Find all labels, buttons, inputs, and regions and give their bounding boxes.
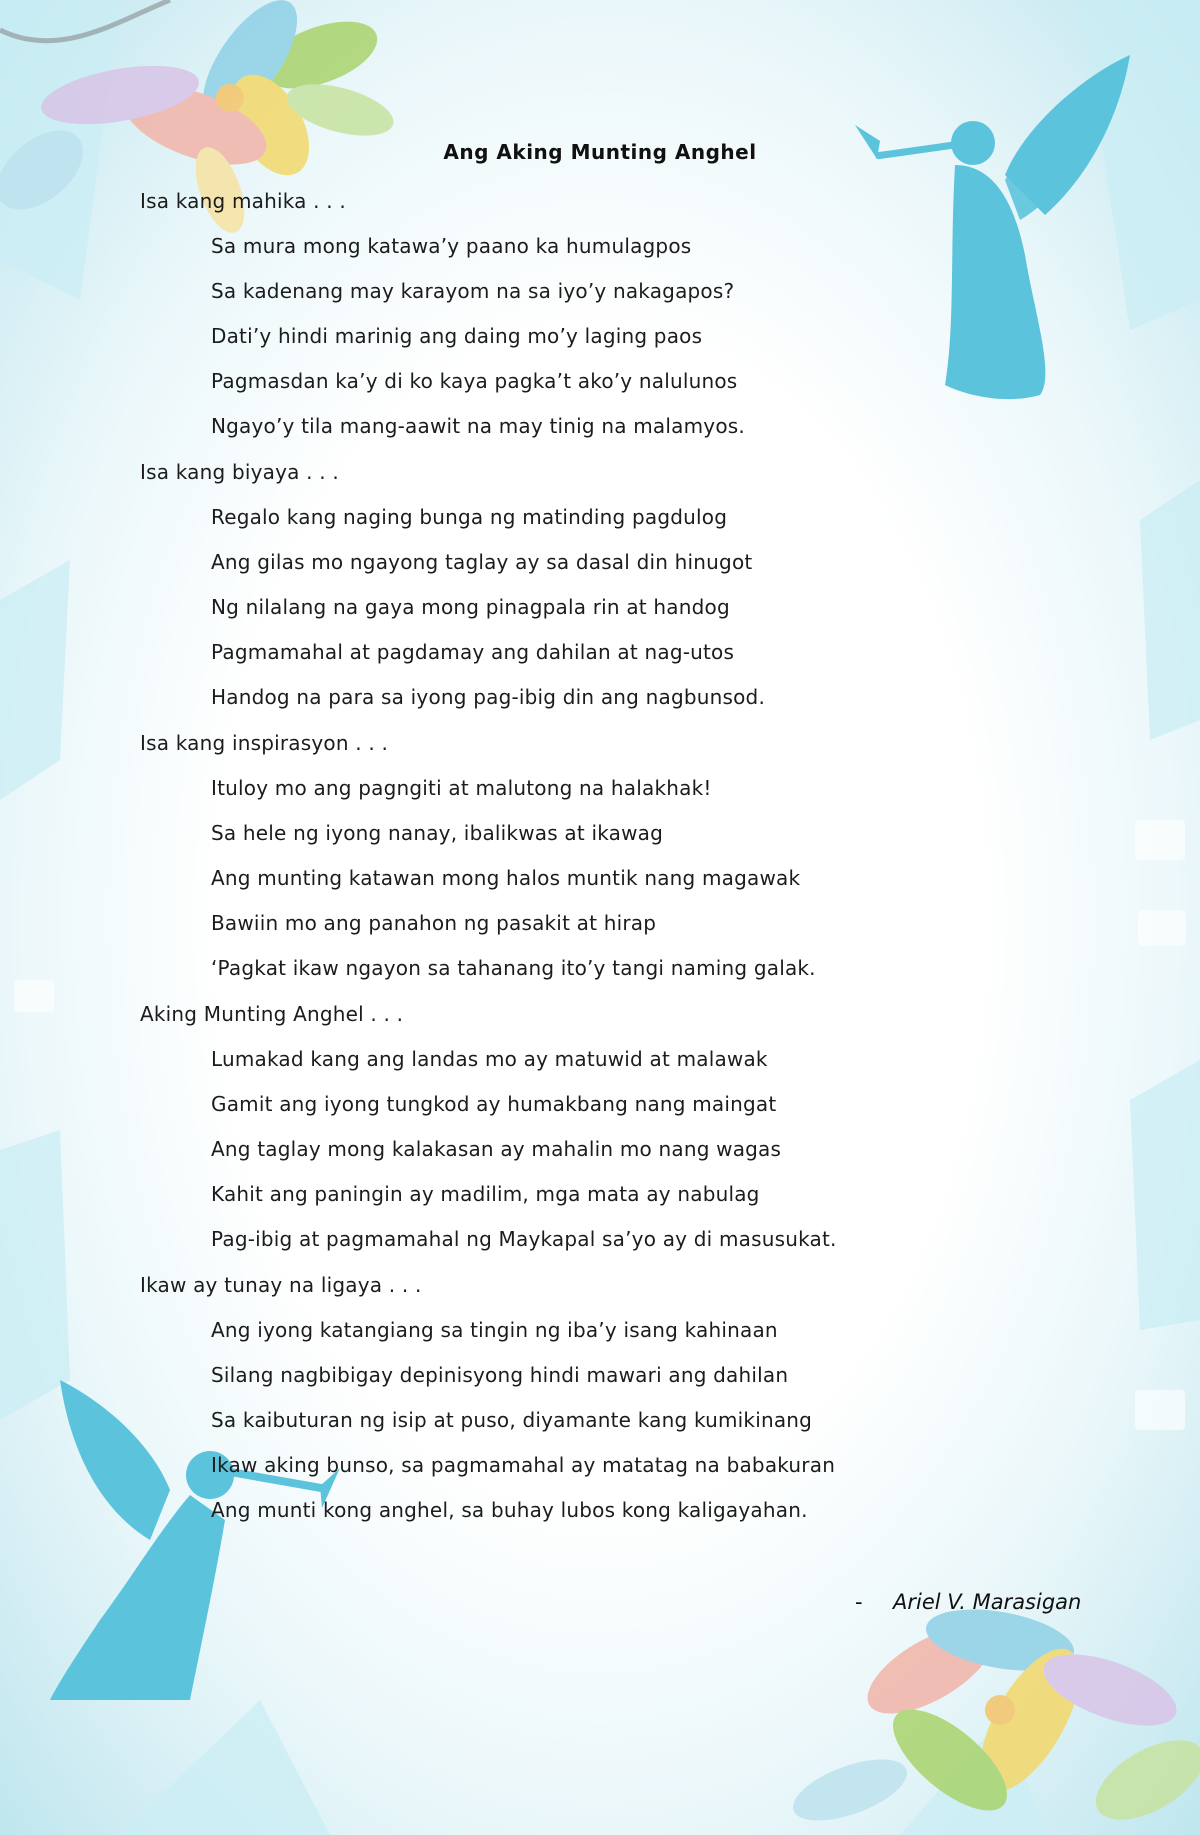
stanza-1-head: Isa kang mahika . . . [140, 189, 346, 213]
stanza-2-line-3: Ng nilalang na gaya mong pinagpala rin at handog [211, 595, 730, 619]
author-name: Ariel V. Marasigan [893, 1590, 1082, 1614]
stanza-1-line-5: Ngayo’y tila mang-aawit na may tinig na malamyos. [211, 414, 745, 438]
stanza-3-line-1: Ituloy mo ang pagngiti at malutong na halakhak! [211, 776, 712, 800]
stanza-5-line-4: Ikaw aking bunso, sa pagmamahal ay matatag na babakuran [211, 1453, 836, 1477]
stanza-5-line-5: Ang munti kong anghel, sa buhay lubos kong kaligayahan. [211, 1498, 808, 1522]
stanza-5-line-1: Ang iyong katangiang sa tingin ng iba’y isang kahinaan [211, 1318, 778, 1342]
stanza-2-line-5: Handog na para sa iyong pag-ibig din ang nagbunsod. [211, 685, 765, 709]
stanza-2-line-2: Ang gilas mo ngayong taglay ay sa dasal din hinugot [211, 550, 753, 574]
stanza-4-line-3: Ang taglay mong kalakasan ay mahalin mo nang wagas [211, 1137, 782, 1161]
author-signature [855, 1590, 1081, 1614]
stanza-1-line-4: Pagmasdan ka’y di ko kaya pagka’t ako’y nalulunos [211, 369, 738, 393]
stanza-4-line-5: Pag-ibig at pagmamahal ng Maykapal sa’yo ay di masusukat. [211, 1227, 837, 1251]
stanza-5-head: Ikaw ay tunay na ligaya . . . [140, 1273, 422, 1297]
stanza-1-line-3: Dati’y hindi marinig ang daing mo’y laging paos [211, 324, 703, 348]
stanza-5-line-3: Sa kaibuturan ng isip at puso, diyamante kang kumikinang [211, 1408, 813, 1432]
stanza-1-line-2: Sa kadenang may karayom na sa iyo’y nakagapos? [211, 279, 735, 303]
stanza-2-head: Isa kang biyaya . . . [140, 460, 339, 484]
stanza-2-line-4: Pagmamahal at pagdamay ang dahilan at nag-utos [211, 640, 735, 664]
poem-title: Ang Aking Munting Anghel [443, 140, 757, 164]
stanza-3-line-2: Sa hele ng iyong nanay, ibalikwas at ikawag [211, 821, 664, 845]
stanza-3-head: Isa kang inspirasyon . . . [140, 731, 389, 755]
signature-dash: - [855, 1590, 863, 1614]
stanza-4-line-2: Gamit ang iyong tungkod ay humakbang nang maingat [211, 1092, 777, 1116]
stanza-3-line-3: Ang munting katawan mong halos muntik nang magawak [211, 866, 801, 890]
stanza-3-line-5: ‘Pagkat ikaw ngayon sa tahanang ito’y tangi naming galak. [211, 956, 816, 980]
stanza-4-line-4: Kahit ang paningin ay madilim, mga mata ay nabulag [211, 1182, 760, 1206]
stanza-3-line-4: Bawiin mo ang panahon ng pasakit at hirap [211, 911, 657, 935]
stanza-2-line-1: Regalo kang naging bunga ng matinding pagdulog [211, 505, 728, 529]
stanza-1-line-1: Sa mura mong katawa’y paano ka humulagpos [211, 234, 692, 258]
stanza-5-line-2: Silang nagbibigay depinisyong hindi mawari ang dahilan [211, 1363, 789, 1387]
stanza-4-head: Aking Munting Anghel . . . [140, 1002, 404, 1026]
stanza-4-line-1: Lumakad kang ang landas mo ay matuwid at malawak [211, 1047, 768, 1071]
